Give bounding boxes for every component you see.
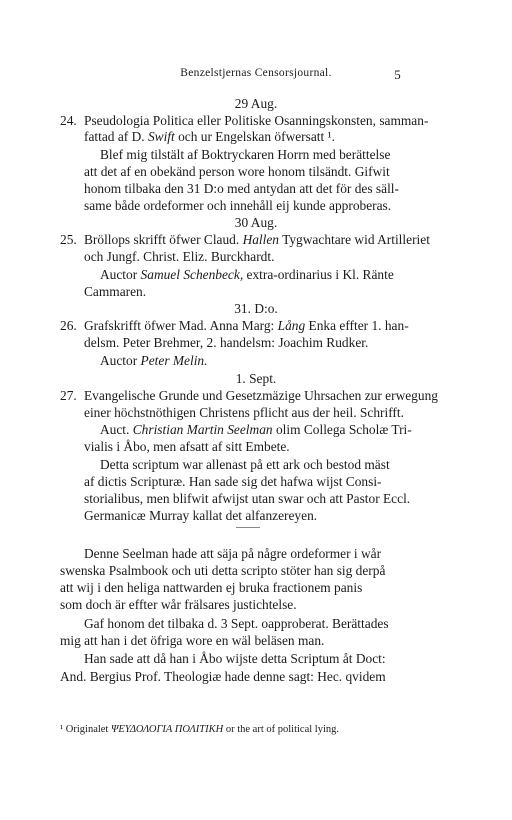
entry-line: einer höchstnöthigen Christens pflicht aus der heil. Schrifft. xyxy=(84,405,404,420)
date-heading: 29 Aug. xyxy=(234,96,278,111)
page-header xyxy=(0,67,512,83)
entry-number: 27. xyxy=(60,388,77,403)
footnote: ¹ Originalet ΨΕΥΔΟΛΟΓΙΑ ΠΟΛΙΤΙΚΗ or the art of political lying. xyxy=(60,724,339,735)
paragraph-line: Han sade att då han i Åbo wijste detta Scriptum åt Doct: xyxy=(84,651,386,666)
paragraph-line: mig att han i det öfriga wore en wäl beläsen man. xyxy=(60,633,325,648)
entry-line: storialibus, men blifwit afwijst utan swar och att Pastor Eccl. xyxy=(84,491,411,506)
paragraph-line: som doch är effter wår frälsares justichtelse. xyxy=(60,597,297,612)
paragraph-line: And. Bergius Prof. Theologiæ hade denne sagt: Hec. qvidem xyxy=(60,669,386,684)
entry-number: 26. xyxy=(60,318,77,333)
entry-line: Detta scriptum war allenast på ett ark och bestod mäst xyxy=(100,457,390,472)
date-heading: 1. Sept. xyxy=(235,371,277,386)
entry-line: af dictis Scripturæ. Han sade sig det hafwa wijst Consi- xyxy=(84,474,382,489)
entry-line: delsm. Peter Brehmer, 2. handelsm: Joachim Rudker. xyxy=(84,335,369,350)
date-heading: 31. D:o. xyxy=(234,301,278,316)
entry-line: fattad af D. Swift och ur Engelskan öfwersatt ¹. xyxy=(84,129,335,144)
entry-line: Germanicæ Murray kallat det alfanzereyen. xyxy=(84,508,318,523)
paragraph-line: Gaf honom det tilbaka d. 3 Sept. oapproberat. Berättades xyxy=(84,616,389,631)
entry-line: same både ordeformer och innehåll eij kunde approberas. xyxy=(84,198,392,213)
entry-line: Blef mig tilstält af Boktryckaren Horrn med berättelse xyxy=(100,147,391,162)
entry-line: Auctor Samuel Schenbeck, extra-ordinarius i Kl. Ränte xyxy=(100,267,394,282)
paragraph-line: Denne Seelman hade att säja på någre ordeformer i wår xyxy=(84,546,382,561)
entry-line: Evangelische Grunde und Gesetzmäzige Uhrsachen zur erwegung xyxy=(84,388,438,403)
entry-number: 25. xyxy=(60,232,77,247)
entry-line: Cammaren. xyxy=(84,284,147,299)
date-heading: 30 Aug. xyxy=(234,215,278,230)
section-divider xyxy=(236,527,260,528)
paragraph-line: swenska Psalmbook och uti detta scripto stöter han sig derpå xyxy=(60,563,386,578)
page-number: 5 xyxy=(394,67,401,82)
entry-line: vialis i Åbo, men afsatt af sitt Embete. xyxy=(84,439,290,454)
entry-line: honom tilbaka den 31 D:o med antydan att det för des säll- xyxy=(84,181,399,196)
entry-line: Grafskrifft öfwer Mad. Anna Marg: Lång Enka effter 1. han- xyxy=(84,318,409,333)
paragraph-line: att wij i den heliga nattwarden ej bruka fractionem panis xyxy=(60,580,363,595)
entry-line: Auctor Peter Melin. xyxy=(100,353,208,368)
entry-line: Pseudologia Politica eller Politiske Osanningskonsten, samman- xyxy=(84,113,429,128)
entry-line: och Jungf. Christ. Eliz. Burckhardt. xyxy=(84,249,275,264)
entry-line: Auct. Christian Martin Seelman olim Collega Scholæ Tri- xyxy=(100,422,412,437)
entry-line: Bröllops skrifft öfwer Claud. Hallen Tygwachtare wid Artilleriet xyxy=(84,232,430,247)
running-head: Benzelstjernas Censorsjournal. xyxy=(180,67,332,79)
entry-number: 24. xyxy=(60,113,77,128)
entry-line: att det af en obekänd person wore honom tilsändt. Gifwit xyxy=(84,164,390,179)
